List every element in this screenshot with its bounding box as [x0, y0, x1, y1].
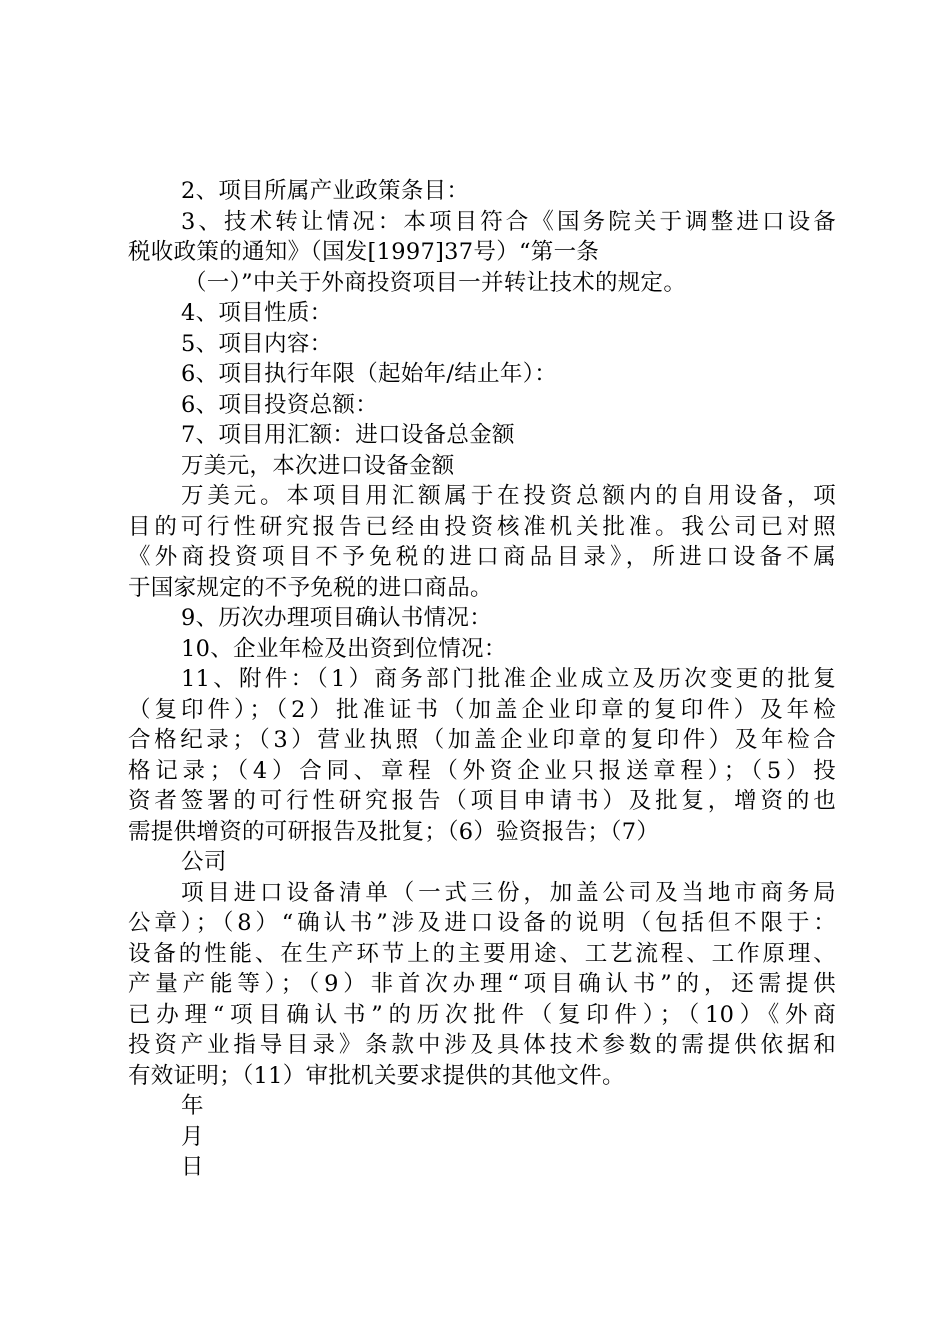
text-line: 有效证明；（11）审批机关要求提供的其他文件。	[128, 1062, 625, 1089]
text-line: 设备的性能、在生产环节上的主要用途、工艺流程、工作原理、	[128, 940, 836, 967]
text-line: 资者签署的可行性研究报告（项目申请书）及批复，增资的也	[128, 788, 836, 814]
text-line: 公司	[181, 849, 227, 875]
text-line: 万美元，本次进口设备金额	[181, 452, 455, 479]
text-line: 项目进口设备清单（一式三份，加盖公司及当地市商务局	[181, 879, 836, 906]
text-line: 产量产能等）；（9）非首次办理“项目确认书”的，还需提供	[128, 971, 836, 997]
text-line: 公章）；（8）“确认书”涉及进口设备的说明（包括但不限于：	[128, 910, 836, 936]
text-line: 5、项目内容：	[181, 330, 333, 357]
text-line: 需提供增资的可研报告及批复；（6）验资报告；（7）	[128, 818, 660, 845]
text-line: 7、项目用汇额：进口设备总金额	[181, 422, 515, 448]
text-line: 格记录；（4）合同、章程（外资企业只报送章程）；（5）投	[128, 757, 836, 784]
text-line: 已办理“项目确认书”的历次批件（复印件）；（10）《外商	[128, 1001, 836, 1028]
text-line: 9、历次办理项目确认书情况：	[181, 605, 493, 631]
text-line: （一）”中关于外商投资项目一并转让技术的规定。	[184, 269, 687, 296]
text-line: 3、技术转让情况：本项目符合《国务院关于调整进口设备	[181, 208, 836, 235]
text-line: 4、项目性质：	[181, 300, 333, 326]
text-line: 合格纪录；（3）营业执照（加盖企业印章的复印件）及年检合	[128, 727, 836, 753]
text-line: 10、企业年检及出资到位情况：	[181, 635, 507, 662]
text-line: 税收政策的通知》（国发[1997]37号）“第一条	[128, 239, 600, 265]
text-line: 万美元。本项目用汇额属于在投资总额内的自用设备，项	[181, 483, 836, 509]
date-month-label: 月	[181, 1123, 204, 1150]
text-line: （复印件）；（2）批准证书（加盖企业印章的复印件）及年检	[128, 696, 836, 723]
text-line: 投资产业指导目录》条款中涉及具体技术参数的需提供依据和	[128, 1032, 836, 1058]
date-year-label: 年	[181, 1093, 204, 1119]
document-body	[128, 176, 836, 1183]
text-line: 目的可行性研究报告已经由投资核准机关批准。我公司已对照	[128, 513, 836, 540]
text-line: 6、项目执行年限（起始年/结止年）：	[181, 361, 558, 387]
text-line: 11、附件：（1）商务部门批准企业成立及历次变更的批复	[181, 666, 836, 692]
text-line: 于国家规定的不予免税的进口商品。	[128, 574, 493, 601]
date-day-label: 日	[181, 1154, 204, 1180]
text-line: 2、项目所属产业政策条目：	[181, 178, 470, 204]
text-line: 《外商投资项目不予免税的进口商品目录》，所进口设备不属	[128, 544, 836, 570]
text-line: 6、项目投资总额：	[181, 391, 379, 418]
